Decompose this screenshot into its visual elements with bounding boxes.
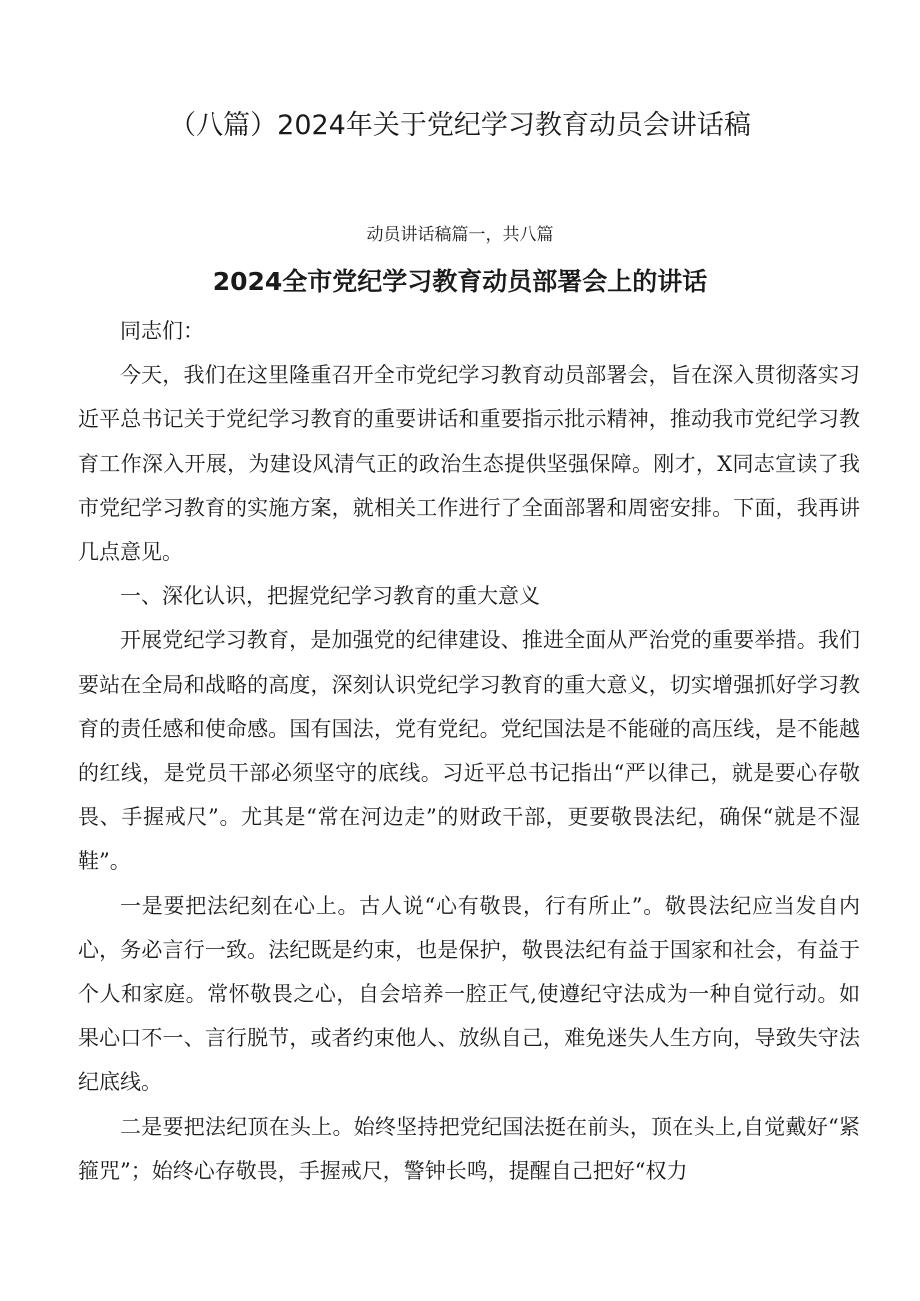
document-body bbox=[78, 309, 860, 1193]
document-title: （八篇）2024年关于党纪学习教育动员会讲话稿 bbox=[169, 110, 751, 141]
greeting-paragraph: 同志们： bbox=[120, 319, 204, 343]
section-heading: 一、深化认识，把握党纪学习教育的重大意义 bbox=[120, 584, 540, 609]
body-paragraph: 开展党纪学习教育，是加强党的纪律建设、推进全面从严治党的重要举措。我们要站在全局和战略的高度，深刻认识党纪学习教育的重大意义，切实增强抓好学习教育的责任感和使命感。国有国法，党有党纪。党纪国法是不能碰的高压线，是不能越的红线，是党员干部必须坚守的底线。习近平总书记指出“严以律己，就是要心存敬畏、手握戒尺”。尤其是“常在河边走”的财政干部，更要敬畏法纪，确保“就是不湿鞋”。 bbox=[78, 628, 860, 874]
document-subheading: 动员讲话稿篇一，共八篇 bbox=[366, 225, 554, 245]
body-paragraph: 二是要把法纪顶在头上。始终坚持把党纪国法挺在前头，顶在头上,自觉戴好“紧箍咒”；始终心存敬畏，手握戒尺，警钟长鸣，提醒自己把好“权力 bbox=[78, 1114, 860, 1183]
body-paragraph: 一是要把法纪刻在心上。古人说“心有敬畏，行有所止”。敬畏法纪应当发自内心，务必言行一致。法纪既是约束，也是保护，敬畏法纪有益于国家和社会，有益于个人和家庭。常怀敬畏之心，自会培养一腔正气,使遵纪守法成为一种自觉行动。如果心口不一、言行脱节，或者约束他人、放纵自己，难免迷失人生方向，导致失守法纪底线。 bbox=[78, 893, 860, 1095]
speech-title: 2024全市党纪学习教育动员部署会上的讲话 bbox=[212, 267, 708, 296]
body-paragraph: 今天，我们在这里隆重召开全市党纪学习教育动员部署会，旨在深入贯彻落实习近平总书记关于党纪学习教育的重要讲话和重要指示批示精神，推动我市党纪学习教育工作深入开展，为建设风清气正的政治生态提供坚强保障。刚才，X同志宣读了我市党纪学习教育的实施方案，就相关工作进行了全面部署和周密安排。下面，我再讲几点意见。 bbox=[78, 363, 860, 565]
